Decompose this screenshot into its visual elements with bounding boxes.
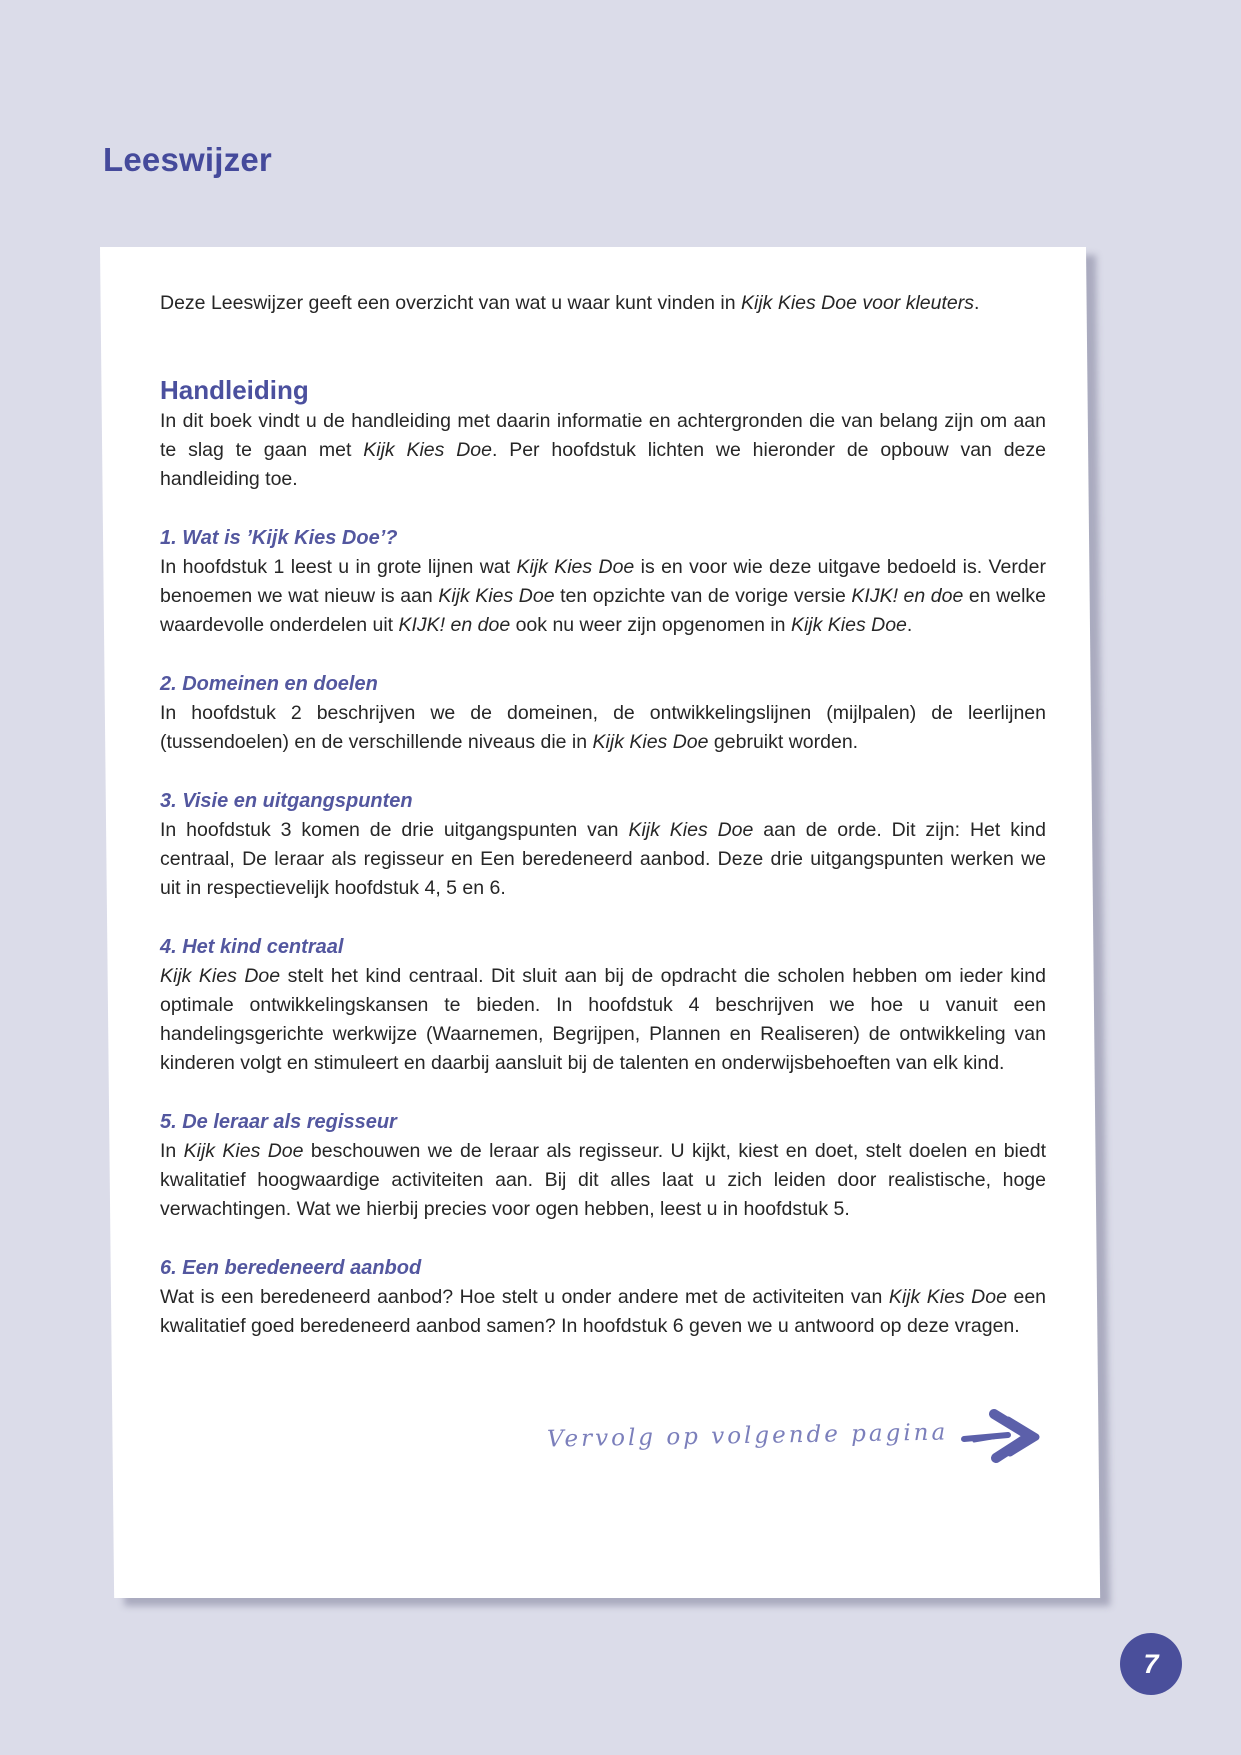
section-heading: 2. Domeinen en doelen — [160, 673, 378, 695]
section-paragraph: In hoofdstuk 1 leest u in grote lijnen wat Kijk Kies Doe is en voor wie deze uitgave bedoeld is. Verder benoemen we wat nieuw is aan Kijk Kies Doe ten opzichte van de vorige versie KIJK! en doe en welke waardevolle onderdelen uit KIJK! en doe ook nu weer zijn opgenomen in Kijk Kies Doe. — [160, 556, 1046, 636]
continuation-note — [160, 1405, 1046, 1467]
section-heading: 5. De leraar als regisseur — [160, 1111, 397, 1133]
paper-content — [160, 247, 1046, 1598]
section-heading: 1. Wat is ’Kijk Kies Doe’? — [160, 527, 398, 549]
intro-text: Deze Leeswijzer geeft een overzicht van wat u waar kunt vinden in Kijk Kies Doe voor kleuters. — [160, 292, 980, 314]
section-4 — [160, 933, 1046, 1078]
right-arrow-icon — [960, 1405, 1046, 1467]
section-2 — [160, 670, 1046, 757]
section-heading: 3. Visie en uitgangspunten — [160, 790, 413, 812]
section-paragraph: In hoofdstuk 2 beschrijven we de domeinen, de ontwikkelingslijnen (mijlpalen) de leerlijnen (tussendoelen) en de verschillende niveaus die in Kijk Kies Doe gebruikt worden. — [160, 702, 1046, 753]
section-5 — [160, 1108, 1046, 1224]
section-paragraph: Wat is een beredeneerd aanbod? Hoe stelt u onder andere met de activiteiten van Kijk Kies Doe een kwalitatief goed beredeneerd aanbod samen? In hoofdstuk 6 geven we u antwoord op deze vragen. — [160, 1286, 1047, 1337]
section-paragraph: Kijk Kies Doe stelt het kind centraal. Dit sluit aan bij de opdracht die scholen hebben om ieder kind optimale ontwikkelingskansen te bieden. In hoofdstuk 4 beschrijven we hoe u vanuit een handelingsgerichte werkwijze (Waarnemen, Begrijpen, Plannen en Realiseren) de ontwikkeling van kinderen volgt en stimuleert en daarbij aansluit bij de talenten en onderwijsbehoeften van elk kind. — [160, 965, 1046, 1074]
handleiding-heading: Handleiding — [160, 375, 309, 405]
doc-title: Leeswijzer — [103, 141, 272, 178]
section-paragraph: In Kijk Kies Doe beschouwen we de leraar als regisseur. U kijkt, kiest en doet, stelt doelen en biedt kwalitatief hoogwaardige activiteiten aan. Bij dit alles laat u zich leiden door realistische, hoge verwachtingen. Wat we hierbij precies voor ogen hebben, leest u in hoofdstuk 5. — [160, 1140, 1046, 1220]
section-1 — [160, 524, 1046, 640]
section-heading: 4. Het kind centraal — [160, 936, 344, 958]
section-heading: 6. Een beredeneerd aanbod — [160, 1257, 422, 1279]
page-number-badge: 7 — [1120, 1633, 1182, 1695]
section-3 — [160, 787, 1046, 903]
section-6 — [160, 1254, 1046, 1341]
handleiding-paragraph: In dit boek vindt u de handleiding met daarin informatie en achtergronden die van belang zijn om aan te slag te gaan met Kijk Kies Doe. Per hoofdstuk lichten we hieronder de opbouw van deze handleiding toe. — [160, 410, 1046, 490]
continuation-text: Vervolg op volgende pagina — [546, 1419, 949, 1452]
section-paragraph: In hoofdstuk 3 komen de drie uitgangspunten van Kijk Kies Doe aan de orde. Dit zijn: Het kind centraal, De leraar als regisseur en Een beredeneerd aanbod. Deze drie uitgangspunten werken we uit in respectievelijk hoofdstuk 4, 5 en 6. — [160, 819, 1046, 899]
